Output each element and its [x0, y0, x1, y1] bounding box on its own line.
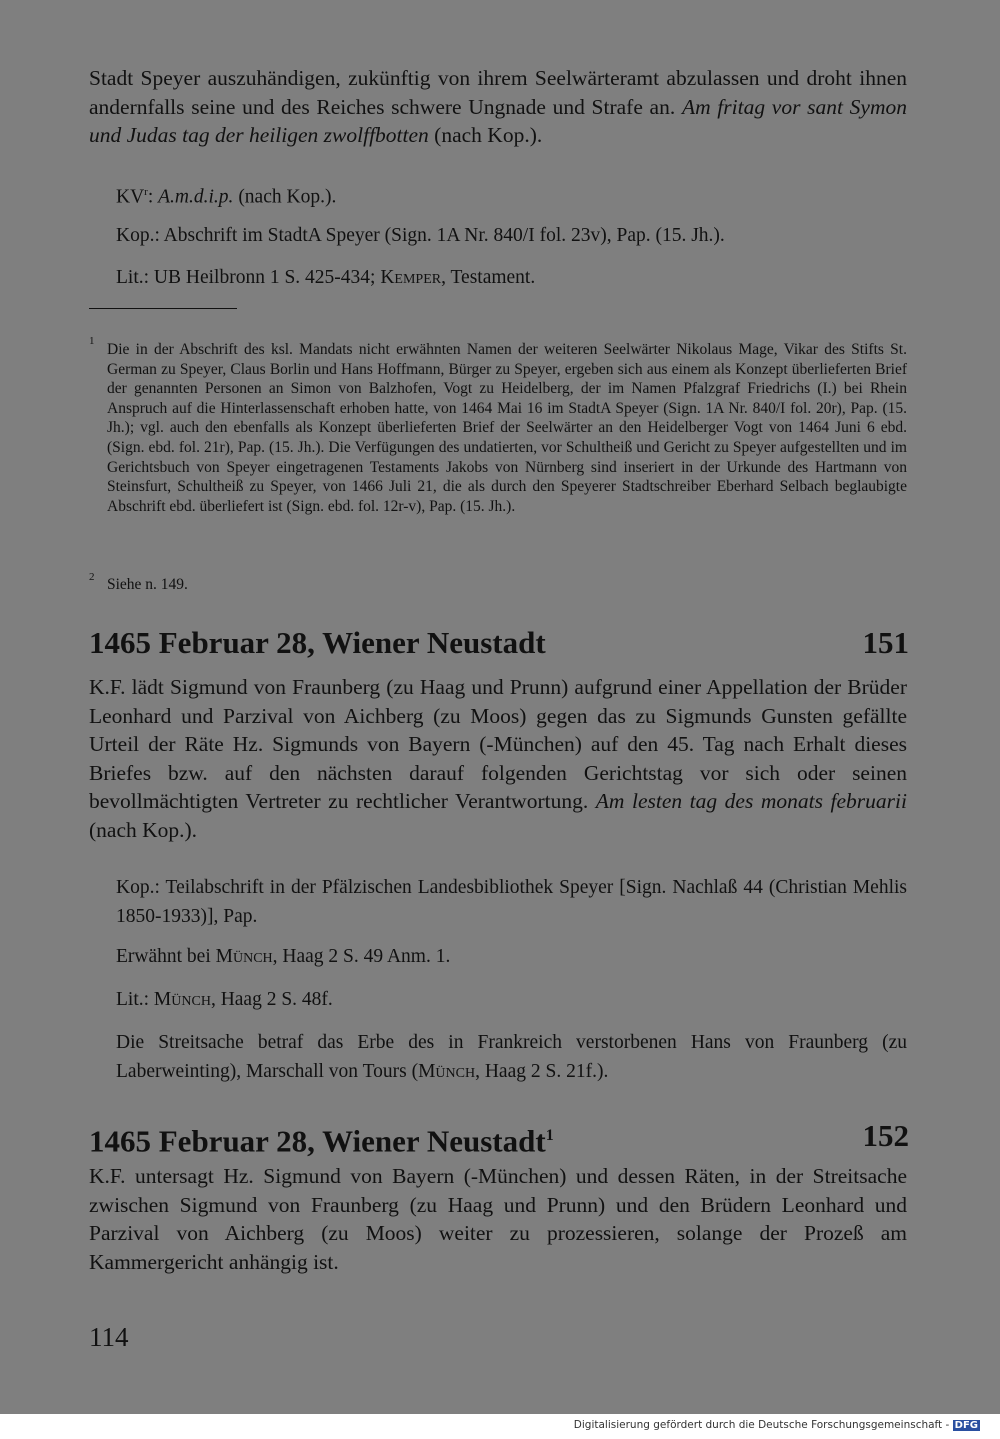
entry-152-title: 1465 Februar 28, Wiener Neustadt	[89, 1123, 546, 1159]
entry-151-lit: Lit.: Münch, Haag 2 S. 48f.	[116, 989, 333, 1010]
entry-152-text: K.F. untersagt Hz. Sigmund von Bayern (-München) und dessen Räten, in der Streitsache zwischen Sigmund von Fraunberg (zu Haag und Prunn) und den Brüdern Leonhard und Parzival von Aichberg (zu Moos) weiter zu prozessieren, solange der Prozeß am Kammergericht anhängig ist.	[89, 1164, 907, 1274]
entry-152-heading	[89, 1118, 909, 1159]
funding-footer: Digitalisierung gefördert durch die Deutsche Forschungsgemeinschaft - DFG	[573, 1419, 978, 1431]
entry-152-footnote-ref: 1	[545, 1127, 554, 1144]
dfg-logo: DFG	[954, 1420, 978, 1431]
entry-151-text: K.F. lädt Sigmund von Fraunberg (zu Haag und Prunn) aufgrund einer Appellation der Brüder Leonhard und Parzival von Aichberg (zu Moos) gegen das zu Sigmunds Gunsten gefällte Urteil der Räte Hz. Sigmunds von Bayern (-München) auf den 45. Tag nach Erhalt dieses Briefes bzw. auf den nächsten darauf folgenden Gerichtstag vor sich oder seinen bevollmächtigten Vertreter zu rechtlicher Verantwortung. Am lesten tag des monats februarii (nach Kop.).	[89, 675, 907, 842]
footnote-1: Die in der Abschrift des ksl. Mandats nicht erwähnten Namen der weiteren Seelwärter Nikolaus Mage, Vikar des Stifts St. German zu Speyer, Claus Borlin und Hans Hoffmann, Bürger zu Speyer, ergeben sich aus einem als Konzept überlieferten Brief der genannten Personen an Simon von Balzhofen, Vogt zu Heidelberg, der im Namen Pfalzgraf Friedrichs (I.) bei Rhein Anspruch auf die Hinterlassenschaft erhoben hatte, von 1464 Mai 16 im StadtA Speyer (Sign. 1A Nr. 840/I fol. 20r), Pap. (15. Jh.); vgl. auch den ebenfalls als Konzept überlieferten Brief der Seelwärter an den Heidelberger Vogt von 1464 Juni 6 ebd. (Sign. ebd. fol. 21r), Pap. (15. Jh.). Die Verfügungen des undatierten, vor Schultheiß und Gericht zu Speyer aufgestellten und im Gerichtsbuch von Speyer eingetragenen Testaments Jakobs von Nürnberg sind inseriert in der Urkunde des Hartmann von Steinsfurt, Schultheiß zu Speyer, von 1466 Juli 21, die als durch den Speyerer Stadtschreiber Eberhard Selbach beglaubigte Abschrift ebd. überliefert ist (Sign. ebd. fol. 12r-v), Pap. (15. Jh.).	[107, 341, 907, 515]
footnote-2: Siehe n. 149.	[107, 576, 188, 593]
continuation-paragraph: Stadt Speyer auszuhändigen, zukünftig von ihrem Seelwärteramt abzulassen und droht ihnen andernfalls seine und des Reiches schwere Ungnade und Strafe an. Am fritag vor sant Symon und Judas tag der heiligen zwolffbotten (nach Kop.).	[89, 66, 907, 147]
page-number: 114	[89, 1322, 129, 1352]
entry-151-note: Die Streitsache betraf das Erbe des in Frankreich verstorbenen Hans von Fraunberg (zu Laberweinting), Marschall von Tours (Münch, Haag 2 S. 21f.).	[116, 1032, 907, 1082]
footnote-separator	[89, 308, 237, 309]
footnote-mark-1: 1	[89, 335, 95, 347]
entry-151-erwaehnt: Erwähnt bei Münch, Haag 2 S. 49 Anm. 1.	[116, 946, 451, 967]
footnote-mark-2: 2	[89, 571, 95, 583]
kop-line: Kop.: Abschrift im StadtA Speyer (Sign. 1A Nr. 840/I fol. 23v), Pap. (15. Jh.).	[116, 225, 725, 246]
entry-151-heading	[89, 625, 909, 661]
entry-152-number: 152	[862, 1118, 909, 1153]
lit-line: Lit.: UB Heilbronn 1 S. 425-434; Kemper, Testament.	[116, 267, 536, 288]
entry-151-kop: Kop.: Teilabschrift in der Pfälzischen Landesbibliothek Speyer [Sign. Nachlaß 44 (Christian Mehlis 1850-1933)], Pap.	[116, 877, 907, 927]
kv-line: $KV^r$: A.m.d.i.p. (nach Kop.).	[116, 186, 337, 208]
entry-151-number: 151	[862, 625, 909, 660]
entry-151-title: 1465 Februar 28, Wiener Neustadt	[89, 625, 546, 660]
